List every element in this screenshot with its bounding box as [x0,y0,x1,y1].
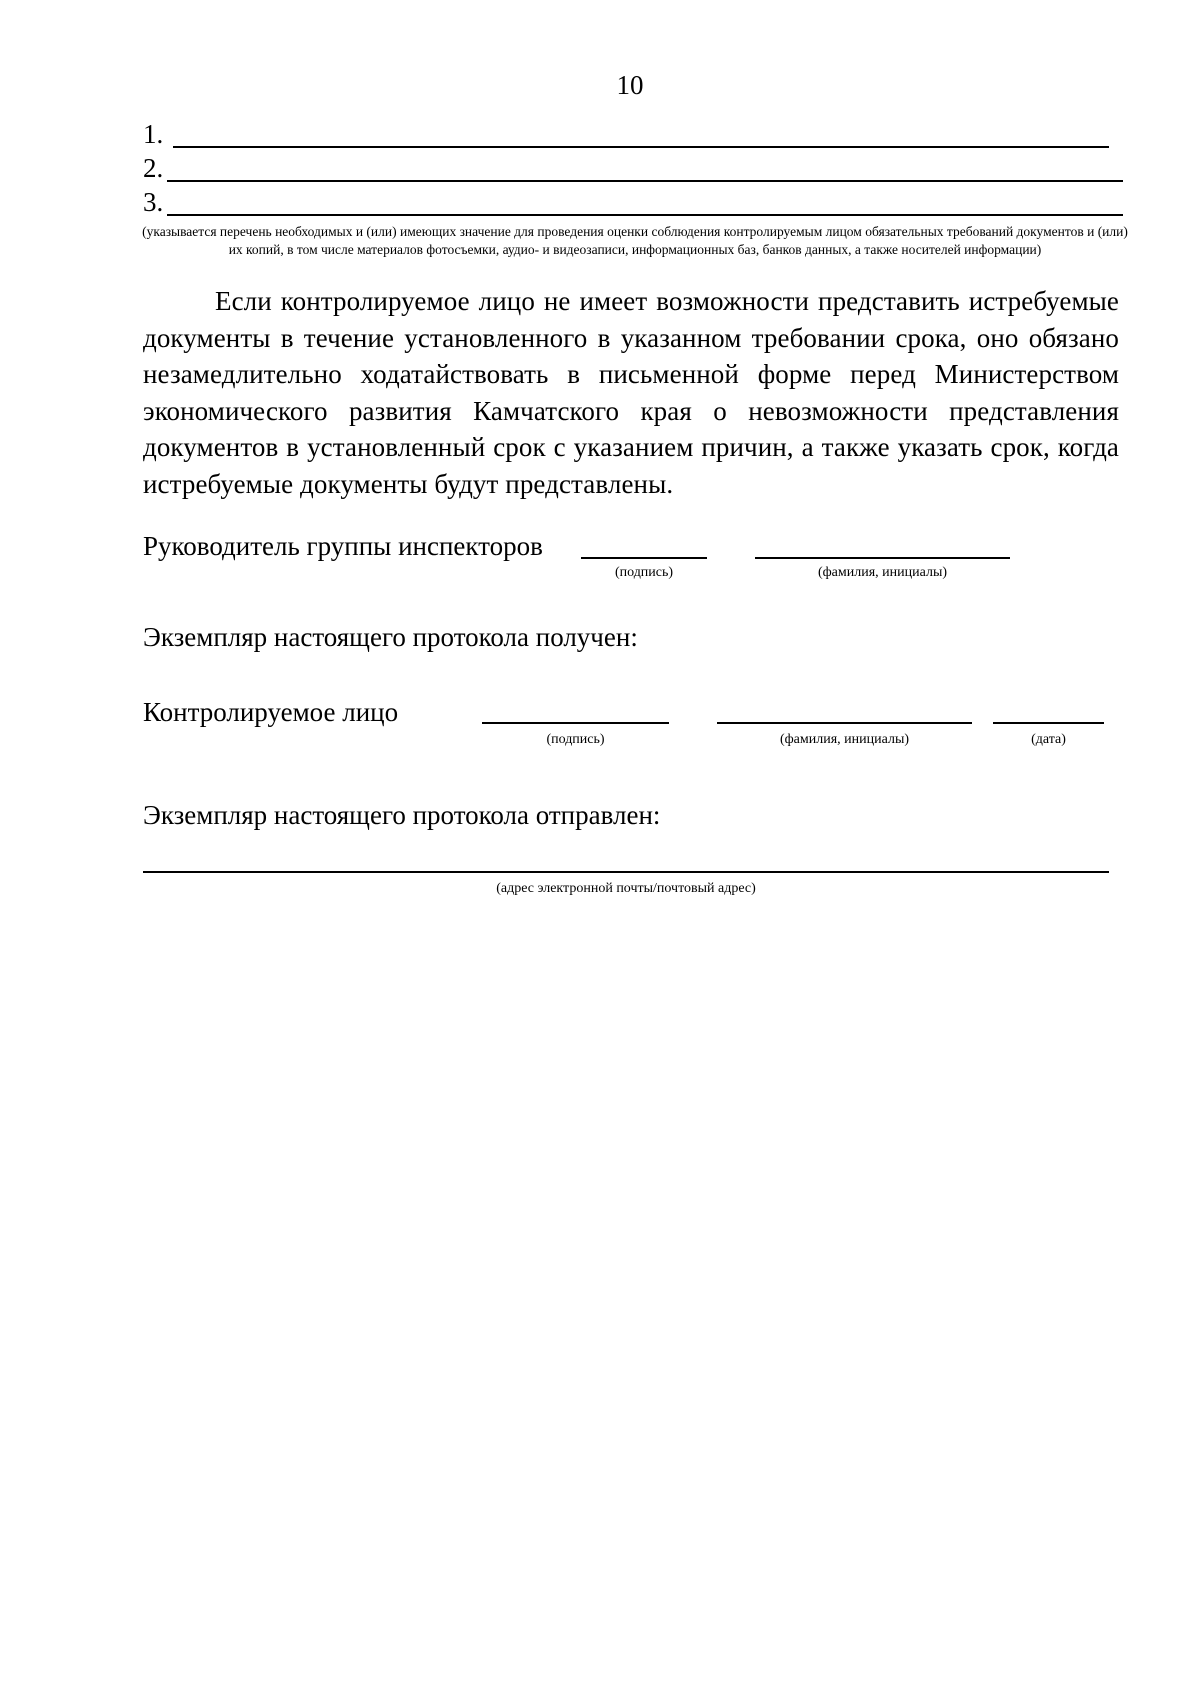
list-item-blank-line[interactable] [173,120,1109,148]
list-item-number: 1. [143,119,164,149]
inspector-signature-caption: (подпись) [614,565,674,580]
controlled-person-label: Контролируемое лицо [143,697,399,727]
body-paragraph: Если контролируемое лицо не имеет возможности представить истребуемые документы в течение установленного в указанном требовании срока, оно обязано незамедлительно ходатайствовать в письменной форме перед Министерством экономического развития Камчатского края о невозможности представления документов в установленный срок с указанием причин, а также указать срок, когда истребуемые документы будут представлены. [143,286,1119,499]
sent-label: Экземпляр настоящего протокола отправлен: [143,800,661,830]
controlled-date-caption: (дата) [1031,732,1066,747]
list-item-blank-line[interactable] [167,188,1123,216]
list-item-blank-line[interactable] [167,154,1123,182]
controlled-date-line[interactable] [993,722,1104,724]
received-label: Экземпляр настоящего протокола получен: [143,622,638,652]
page-number: 10 [616,70,644,100]
inspector-name-line[interactable] [755,557,1010,559]
inspector-name-caption: (фамилия, инициалы) [817,565,948,580]
list-item-number: 2. [143,153,164,183]
list-item-number: 3. [143,187,164,217]
address-caption: (адрес электронной почты/почтовый адрес) [496,881,756,896]
controlled-signature-line[interactable] [482,722,669,724]
inspector-signature-line[interactable] [581,557,707,559]
controlled-name-caption: (фамилия, инициалы) [779,732,910,747]
controlled-name-line[interactable] [717,722,972,724]
list-item-3 [143,188,1123,216]
address-line[interactable] [143,871,1109,873]
controlled-signature-caption: (подпись) [546,732,605,747]
list-note: (указывается перечень необходимых и (или) имеющих значение для проведения оценки соблюдения контролируемым лицом обязательных требований документов и (или) их копий, в том числе материалов фотосъемки, аудио- и видеозаписи, информационных баз, банков данных, а также носителей информации) [142,224,1128,257]
list-item-1 [143,120,1109,148]
inspector-label: Руководитель группы инспекторов [143,531,543,561]
list-item-2 [143,154,1123,182]
